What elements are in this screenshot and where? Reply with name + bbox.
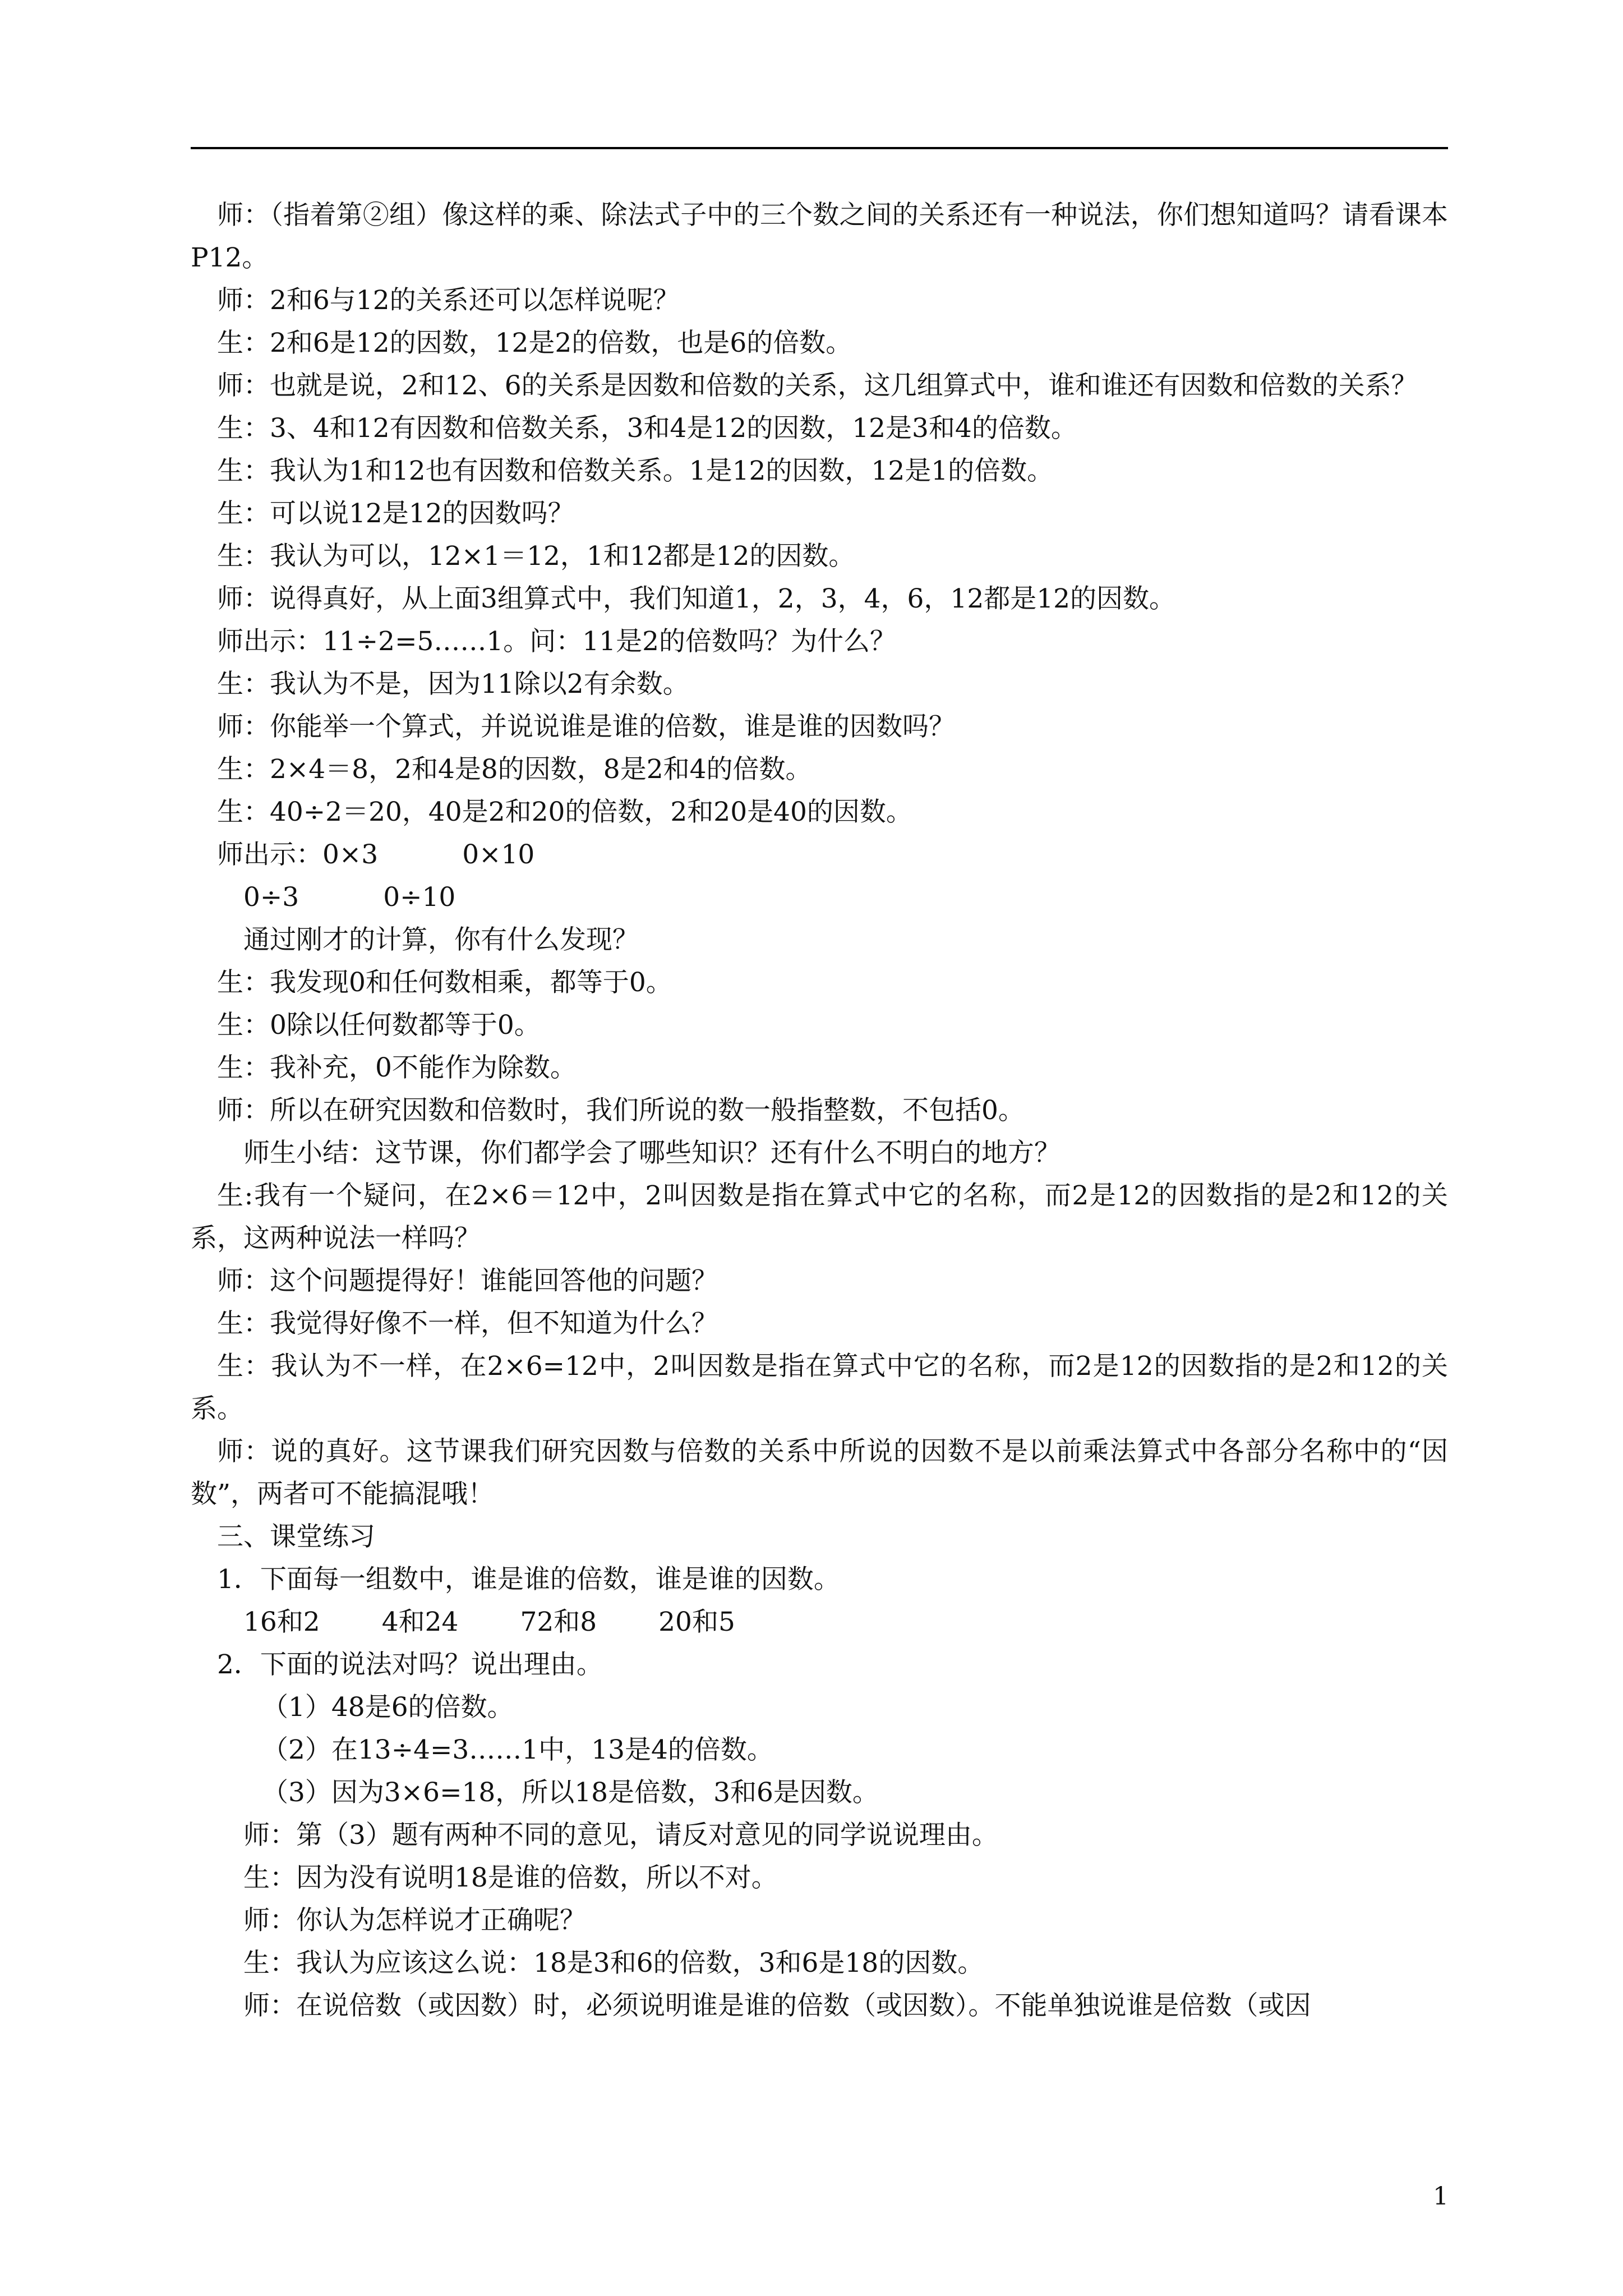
paragraph: 师出示：11÷2=5……1。问：11是2的倍数吗？为什么？: [217, 626, 896, 657]
paragraph: 师：在说倍数（或因数）时，必须说明谁是谁的倍数（或因数）。不能单独说谁是倍数（或因: [243, 1990, 1311, 2021]
paragraph: 生:我有一个疑问，在2×6＝12中，2叫因数是指在算式中它的名称，而2是12的因数指的是2和12的关系，这两种说法一样吗？: [191, 1180, 1448, 1254]
exercise-item: （2）在13÷4=3……1中，13是4的倍数。: [262, 1734, 773, 1765]
exercise-1: 1．下面每一组数中，谁是谁的倍数，谁是谁的因数。: [217, 1564, 840, 1595]
paragraph: 师：说的真好。这节课我们研究因数与倍数的关系中所说的因数不是以前乘法算式中各部分名称中的“因数”，两者可不能搞混哦！: [191, 1436, 1448, 1510]
paragraph: 生：我认为应该这么说：18是3和6的倍数，3和6是18的因数。: [243, 1948, 984, 1978]
paragraph: 生：我觉得好像不一样，但不知道为什么？: [217, 1308, 718, 1339]
display-line-2: [191, 876, 1448, 919]
page-number: 1: [1433, 2182, 1449, 2211]
paragraph: 生：0除以任何数都等于0。: [217, 1010, 541, 1041]
expression-0x10: 0×10: [462, 839, 535, 870]
paragraph: 生：因为没有说明18是谁的倍数，所以不对。: [243, 1862, 778, 1893]
expression-0div10: 0÷10: [383, 882, 456, 913]
expression-0x3: 0×3: [322, 839, 379, 870]
paragraph: 师：第（3）题有两种不同的意见，请反对意见的同学说说理由。: [243, 1820, 998, 1851]
paragraph: 生：可以说12是12的因数吗？: [217, 498, 574, 529]
exercise-2: 2．下面的说法对吗？说出理由。: [217, 1649, 603, 1680]
pair-item: 72和8: [520, 1607, 597, 1637]
paragraph: 师：2和6与12的关系还可以怎样说呢？: [217, 285, 680, 316]
paragraph: 生：我认为不一样，在2×6=12中，2叫因数是指在算式中它的名称，而2是12的因数指的是2和12的关系。: [191, 1351, 1448, 1424]
paragraph: 师：你认为怎样说才正确呢？: [243, 1905, 586, 1936]
paragraph: 生：我认为可以，12×1＝12，1和12都是12的因数。: [217, 541, 855, 572]
paragraph: 通过刚才的计算，你有什么发现？: [243, 924, 639, 955]
paragraph: 师：也就是说，2和12、6的关系是因数和倍数的关系，这几组算式中，谁和谁还有因数和倍数的关系？: [217, 370, 1418, 401]
paragraph: 师：（指着第②组）像这样的乘、除法式子中的三个数之间的关系还有一种说法，你们想知道吗？请看课本P12。: [191, 200, 1448, 273]
exercise-item: （1）48是6的倍数。: [262, 1692, 514, 1723]
paragraph: 生：我补充，0不能作为除数。: [217, 1052, 577, 1083]
paragraph: 师：说得真好，从上面3组算式中，我们知道1，2，3，4，6，12都是12的因数。: [217, 583, 1176, 614]
paragraph: 生：2×4＝8，2和4是8的因数，8是2和4的倍数。: [217, 754, 812, 785]
paragraph: 生：我发现0和任何数相乘，都等于0。: [217, 967, 672, 998]
paragraph: 师生小结：这节课，你们都学会了哪些知识？还有什么不明白的地方？: [243, 1138, 1061, 1168]
paragraph: 生：2和6是12的因数，12是2的倍数，也是6的倍数。: [217, 328, 852, 358]
exercise-item: （3）因为3×6=18，所以18是倍数，3和6是因数。: [262, 1777, 879, 1808]
section-heading: 三、课堂练习: [217, 1521, 375, 1552]
expression-0div3: 0÷3: [243, 882, 299, 913]
pair-item: 16和2: [243, 1607, 320, 1637]
header-rule: [191, 147, 1448, 149]
paragraph: 师：所以在研究因数和倍数时，我们所说的数一般指整数，不包括0。: [217, 1095, 1025, 1126]
number-pairs: [191, 1601, 1448, 1644]
paragraph: 师：这个问题提得好！谁能回答他的问题？: [217, 1266, 718, 1296]
paragraph: 师：你能举一个算式，并说说谁是谁的倍数，谁是谁的因数吗？: [217, 711, 955, 742]
paragraph: 生：我认为1和12也有因数和倍数关系。1是12的因数，12是1的倍数。: [217, 455, 1054, 486]
display-label: 师出示：: [217, 839, 322, 870]
pair-item: 20和5: [658, 1607, 735, 1637]
paragraph: 生：40÷2＝20，40是2和20的倍数，2和20是40的因数。: [217, 797, 912, 827]
paragraph: 生：我认为不是，因为11除以2有余数。: [217, 669, 689, 700]
display-line-1: [191, 834, 1448, 876]
document-body: [191, 194, 1448, 2027]
pair-item: 4和24: [381, 1607, 459, 1637]
paragraph: 生：3、4和12有因数和倍数关系，3和4是12的因数，12是3和4的倍数。: [217, 413, 1077, 444]
